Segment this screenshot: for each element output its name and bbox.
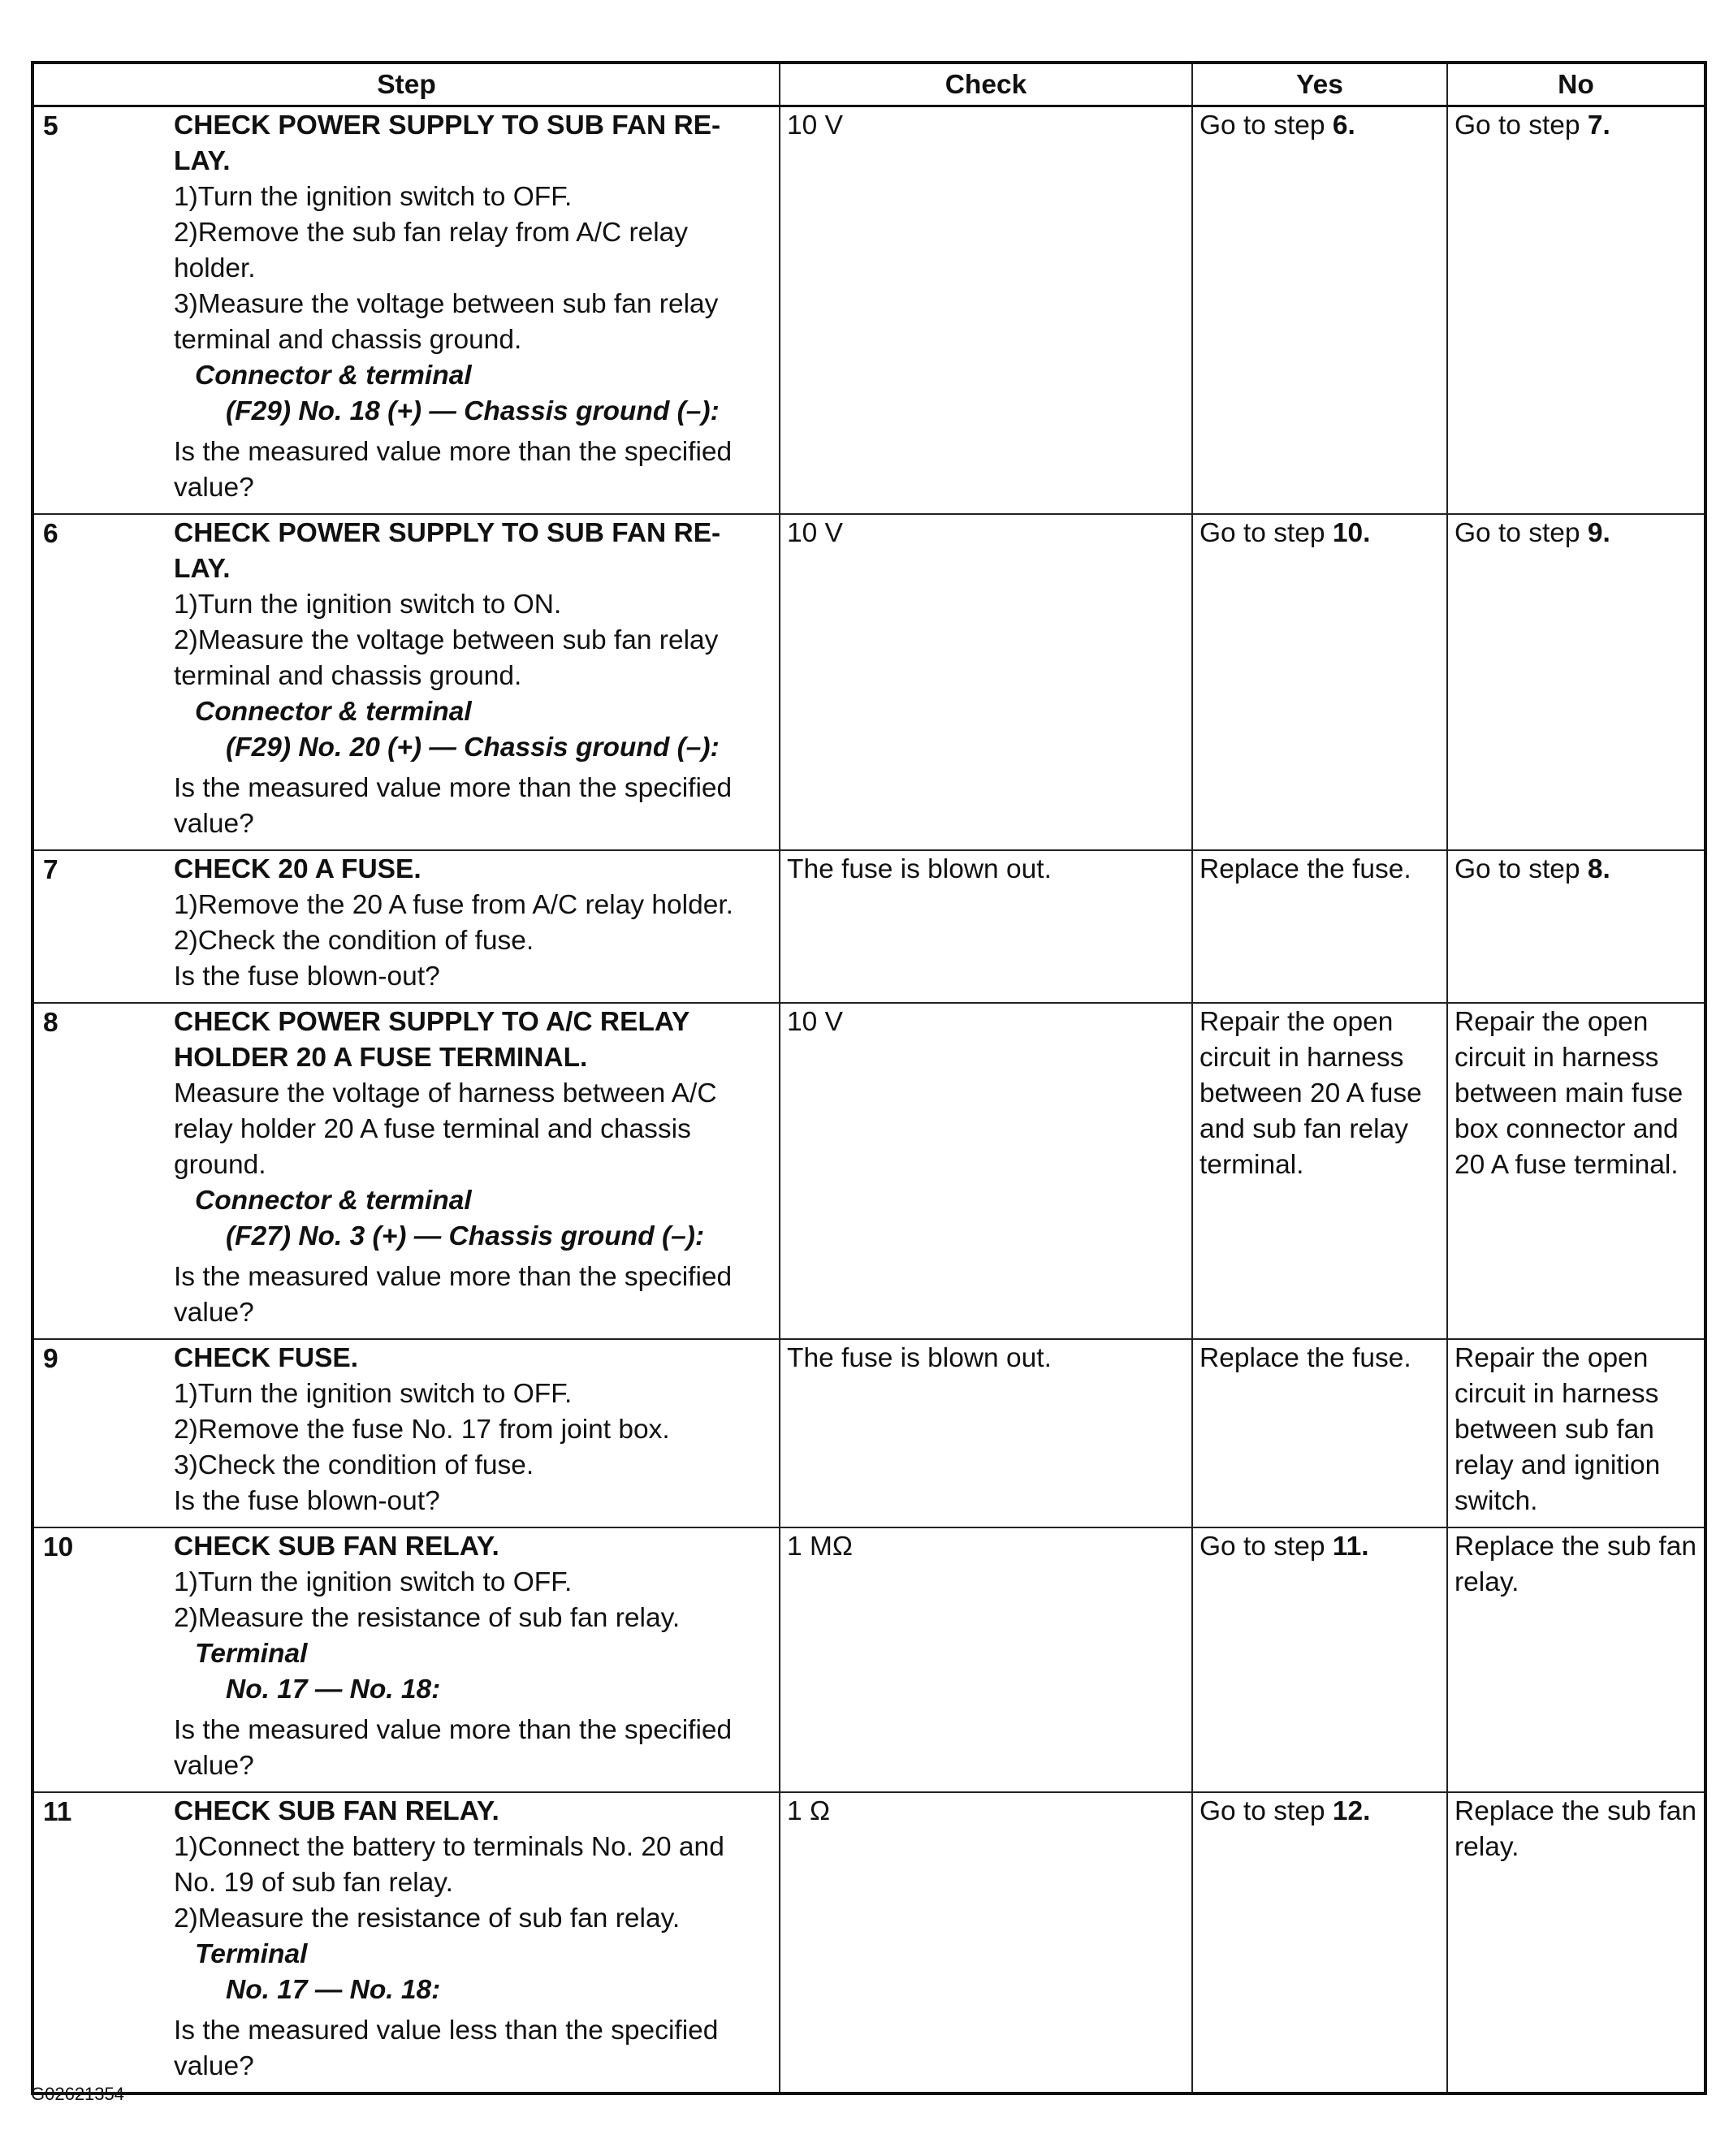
terminal-spec: (F27) No. 3 (+) — Chassis ground (–):: [226, 1221, 705, 1251]
step-title: CHECK POWER SUPPLY TO A/C RELAY HOLDER 20 A FUSE TERMINAL.: [174, 1007, 690, 1073]
step-body: [174, 1529, 772, 1787]
step-instruction: 1)Turn the ignition switch to ON.: [174, 590, 562, 620]
yes-cell: [1192, 1003, 1447, 1339]
no-text: Go to step: [1455, 110, 1588, 140]
step-wrap: [41, 1341, 772, 1523]
step-question: Is the measured value less than the specified value?: [174, 2016, 719, 2081]
no-cell: [1447, 1339, 1705, 1527]
no-step-ref: 7.: [1587, 110, 1610, 140]
yes-step-ref: 12.: [1332, 1796, 1371, 1826]
step-question: Is the measured value more than the specified value?: [174, 773, 733, 839]
step-wrap: [41, 1529, 772, 1787]
step-body: [174, 852, 772, 998]
step-question: Is the measured value more than the specified value?: [174, 1262, 733, 1328]
step-question: Is the measured value more than the specified value?: [174, 1715, 733, 1781]
step-instruction: 1)Turn the ignition switch to OFF.: [174, 1567, 573, 1597]
yes-cell: [1192, 1339, 1447, 1527]
table-row: [32, 1339, 1705, 1527]
step-instruction: 2)Remove the sub fan relay from A/C relay holder.: [174, 218, 689, 283]
connector-label: Terminal: [195, 1939, 308, 1969]
check-cell: 10 V: [780, 106, 1192, 515]
yes-cell: [1192, 1527, 1447, 1792]
no-cell: [1447, 850, 1705, 1003]
yes-text: Go to step: [1199, 1532, 1333, 1562]
step-number: 10: [43, 1532, 74, 1562]
no-text: Go to step: [1455, 854, 1588, 884]
step-question: Is the measured value more than the specified value?: [174, 437, 733, 503]
step-instruction: Is the fuse blown-out?: [174, 961, 440, 992]
yes-step-ref: 10.: [1332, 518, 1371, 548]
table-row: [32, 514, 1705, 850]
step-cell: [32, 850, 780, 1003]
step-cell: [32, 1003, 780, 1339]
no-cell: [1447, 514, 1705, 850]
yes-text: Go to step: [1199, 1796, 1333, 1826]
step-number: 6: [43, 519, 58, 549]
step-instruction: 2)Measure the voltage between sub fan relay terminal and chassis ground.: [174, 625, 719, 691]
check-cell: 1 MΩ: [780, 1527, 1192, 1792]
step-instruction: 2)Remove the fuse No. 17 from joint box.: [174, 1415, 670, 1445]
terminal-spec: No. 17 — No. 18:: [226, 1975, 441, 2005]
no-cell: [1447, 106, 1705, 515]
yes-cell: [1192, 514, 1447, 850]
step-cell: [32, 106, 780, 515]
step-instruction: 1)Remove the 20 A fuse from A/C relay holder.: [174, 890, 733, 920]
step-number: 9: [43, 1344, 58, 1374]
table-row: [32, 1527, 1705, 1792]
step-instruction: Measure the voltage of harness between A/C relay holder 20 A fuse terminal and chassis ground.: [174, 1078, 717, 1180]
step-wrap: [41, 108, 772, 509]
connector-label: Terminal: [195, 1639, 308, 1669]
yes-text: Repair the open circuit in harness between 20 A fuse and sub fan relay terminal.: [1199, 1007, 1422, 1180]
step-cell: [32, 1527, 780, 1792]
connector-label: Connector & terminal: [195, 361, 472, 391]
header-yes: Yes: [1192, 63, 1447, 106]
step-body: [174, 516, 772, 845]
header-step: Step: [32, 63, 780, 106]
step-title: CHECK SUB FAN RELAY.: [174, 1532, 499, 1562]
table-row: [32, 1003, 1705, 1339]
yes-cell: [1192, 106, 1447, 515]
step-cell: [32, 1339, 780, 1527]
step-instruction: 2)Measure the resistance of sub fan relay.: [174, 1903, 681, 1933]
yes-text: Go to step: [1199, 518, 1333, 548]
step-body: [174, 1794, 772, 2088]
table-row: [32, 106, 1705, 515]
yes-text: Go to step: [1199, 110, 1333, 140]
no-step-ref: 9.: [1587, 518, 1610, 548]
step-instruction: 2)Measure the resistance of sub fan relay.: [174, 1603, 681, 1633]
no-text: Repair the open circuit in harness between sub fan relay and ignition switch.: [1455, 1343, 1661, 1516]
step-title: CHECK 20 A FUSE.: [174, 854, 421, 884]
diagnostic-procedure-sheet: [31, 61, 1704, 2095]
yes-step-ref: 11.: [1332, 1532, 1369, 1562]
check-cell: The fuse is blown out.: [780, 850, 1192, 1003]
table-row: [32, 850, 1705, 1003]
step-instruction: 3)Measure the voltage between sub fan relay terminal and chassis ground.: [174, 289, 719, 355]
step-body: [174, 1005, 772, 1334]
no-step-ref: 8.: [1587, 854, 1610, 884]
step-title: CHECK POWER SUPPLY TO SUB FAN RE- LAY.: [174, 110, 721, 176]
no-cell: [1447, 1003, 1705, 1339]
check-cell: 10 V: [780, 1003, 1192, 1339]
terminal-spec: No. 17 — No. 18:: [226, 1674, 441, 1704]
yes-cell: [1192, 850, 1447, 1003]
step-number: 8: [43, 1008, 58, 1038]
step-number: 11: [43, 1797, 72, 1827]
step-body: [174, 108, 772, 509]
step-instruction: 1)Turn the ignition switch to OFF.: [174, 1379, 573, 1409]
no-text: Replace the sub fan relay.: [1455, 1532, 1697, 1597]
check-cell: 10 V: [780, 514, 1192, 850]
no-text: Replace the sub fan relay.: [1455, 1796, 1697, 1862]
figure-code: G02621354: [31, 2084, 124, 2104]
step-wrap: [41, 852, 772, 998]
no-cell: [1447, 1527, 1705, 1792]
header-no: No: [1447, 63, 1705, 106]
step-cell: [32, 1792, 780, 2093]
step-instruction: Is the fuse blown-out?: [174, 1486, 440, 1516]
diagnostic-table: [31, 61, 1707, 2095]
step-cell: [32, 514, 780, 850]
connector-label: Connector & terminal: [195, 697, 472, 727]
step-title: CHECK FUSE.: [174, 1343, 359, 1373]
check-cell: 1 Ω: [780, 1792, 1192, 2093]
check-cell: The fuse is blown out.: [780, 1339, 1192, 1527]
connector-label: Connector & terminal: [195, 1186, 472, 1216]
step-title: CHECK POWER SUPPLY TO SUB FAN RE- LAY.: [174, 518, 721, 584]
yes-text: Replace the fuse.: [1199, 854, 1411, 884]
yes-text: Replace the fuse.: [1199, 1343, 1411, 1373]
no-cell: [1447, 1792, 1705, 2093]
step-instruction: 1)Turn the ignition switch to OFF.: [174, 182, 573, 212]
terminal-spec: (F29) No. 18 (+) — Chassis ground (–):: [226, 396, 720, 426]
table-row: [32, 1792, 1705, 2093]
table-header-row: [32, 63, 1705, 106]
table-body: [32, 106, 1705, 2094]
yes-step-ref: 6.: [1332, 110, 1355, 140]
terminal-spec: (F29) No. 20 (+) — Chassis ground (–):: [226, 732, 720, 763]
yes-cell: [1192, 1792, 1447, 2093]
step-instruction: 2)Check the condition of fuse.: [174, 926, 534, 956]
step-number: 7: [43, 855, 58, 885]
step-instruction: 3)Check the condition of fuse.: [174, 1450, 534, 1480]
step-title: CHECK SUB FAN RELAY.: [174, 1796, 499, 1826]
step-body: [174, 1341, 772, 1523]
step-number: 5: [43, 111, 58, 141]
step-wrap: [41, 1005, 772, 1334]
no-text: Repair the open circuit in harness between main fuse box connector and 20 A fuse terminal.: [1455, 1007, 1684, 1180]
no-text: Go to step: [1455, 518, 1588, 548]
step-wrap: [41, 516, 772, 845]
step-wrap: [41, 1794, 772, 2088]
step-instruction: 1)Connect the battery to terminals No. 20 and No. 19 of sub fan relay.: [174, 1832, 724, 1898]
header-check: Check: [780, 63, 1192, 106]
